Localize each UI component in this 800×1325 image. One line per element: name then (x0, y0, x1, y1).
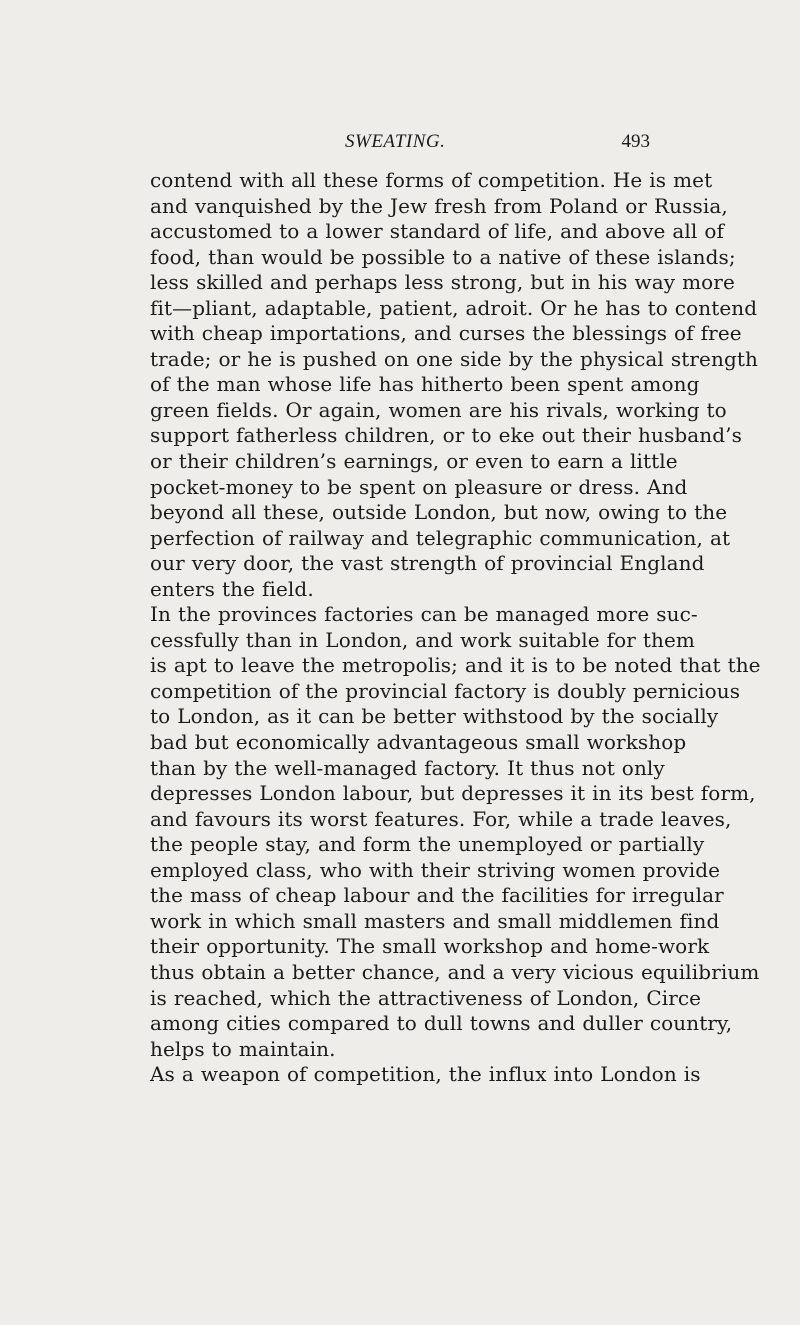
text-line: less skilled and perhaps less strong, but in his way more (150, 270, 735, 295)
text-line: green fields. Or again, women are his rivals, working to (150, 397, 727, 422)
text-line: our very door, the vast strength of provincial England (150, 551, 705, 576)
text-line: depresses London labour, but depresses it in its best form, (150, 781, 756, 806)
text-line: with cheap importations, and curses the blessings of free (150, 321, 742, 346)
text-line: support fatherless children, or to eke out their husband’s (150, 423, 742, 448)
text-line: beyond all these, outside London, but now, owing to the (150, 500, 728, 525)
text-line: As a weapon of competition, the influx into London is (150, 1062, 701, 1087)
text-line: among cities compared to dull towns and duller country, (150, 1011, 733, 1036)
text-line: and favours its worst features. For, while a trade leaves, (150, 806, 732, 831)
text-line: trade; or he is pushed on one side by the physical strength (150, 346, 758, 371)
running-head (150, 131, 650, 157)
body-text (150, 168, 761, 1088)
text-line: is reached, which the attractiveness of London, Circe (150, 985, 702, 1010)
text-line: helps to maintain. (150, 1036, 336, 1061)
page-number: 493 (621, 131, 650, 152)
text-line: or their children’s earnings, or even to earn a little (150, 449, 678, 474)
text-line: competition of the provincial factory is doubly pernicious (150, 678, 741, 703)
text-line: the mass of cheap labour and the facilities for irregular (150, 883, 724, 908)
text-line: work in which small masters and small middlemen find (150, 908, 720, 933)
text-line: of the man whose life has hitherto been spent among (150, 372, 700, 397)
running-title: SWEATING. (345, 131, 446, 152)
text-line: food, than would be possible to a native of these islands; (150, 244, 736, 269)
text-line: is apt to leave the metropolis; and it is to be noted that the (150, 653, 761, 678)
text-line: and vanquished by the Jew fresh from Poland or Russia, (150, 193, 728, 218)
text-line: contend with all these forms of competition. He is met (150, 168, 713, 192)
text-line: pocket-money to be spent on pleasure or dress. And (150, 474, 688, 499)
text-line: accustomed to a lower standard of life, and above all of (150, 219, 724, 244)
text-line: In the provinces factories can be managed more suc- (150, 602, 698, 627)
text-line: perfection of railway and telegraphic communication, at (150, 525, 731, 550)
text-line: the people stay, and form the unemployed or partially (150, 832, 705, 857)
text-line: cessfully than in London, and work suitable for them (150, 627, 695, 652)
text-line: bad but economically advantageous small workshop (150, 730, 687, 755)
text-line: their opportunity. The small workshop and home-work (150, 934, 710, 959)
text-line: to London, as it can be better withstood by the socially (150, 704, 719, 729)
text-line: than by the well-managed factory. It thus not only (150, 755, 665, 780)
text-line: enters the field. (150, 576, 314, 601)
text-line: employed class, who with their striving women provide (150, 857, 721, 882)
text-line: thus obtain a better chance, and a very vicious equilibrium (150, 959, 760, 984)
text-line: fit—pliant, adaptable, patient, adroit. Or he has to contend (150, 295, 758, 320)
